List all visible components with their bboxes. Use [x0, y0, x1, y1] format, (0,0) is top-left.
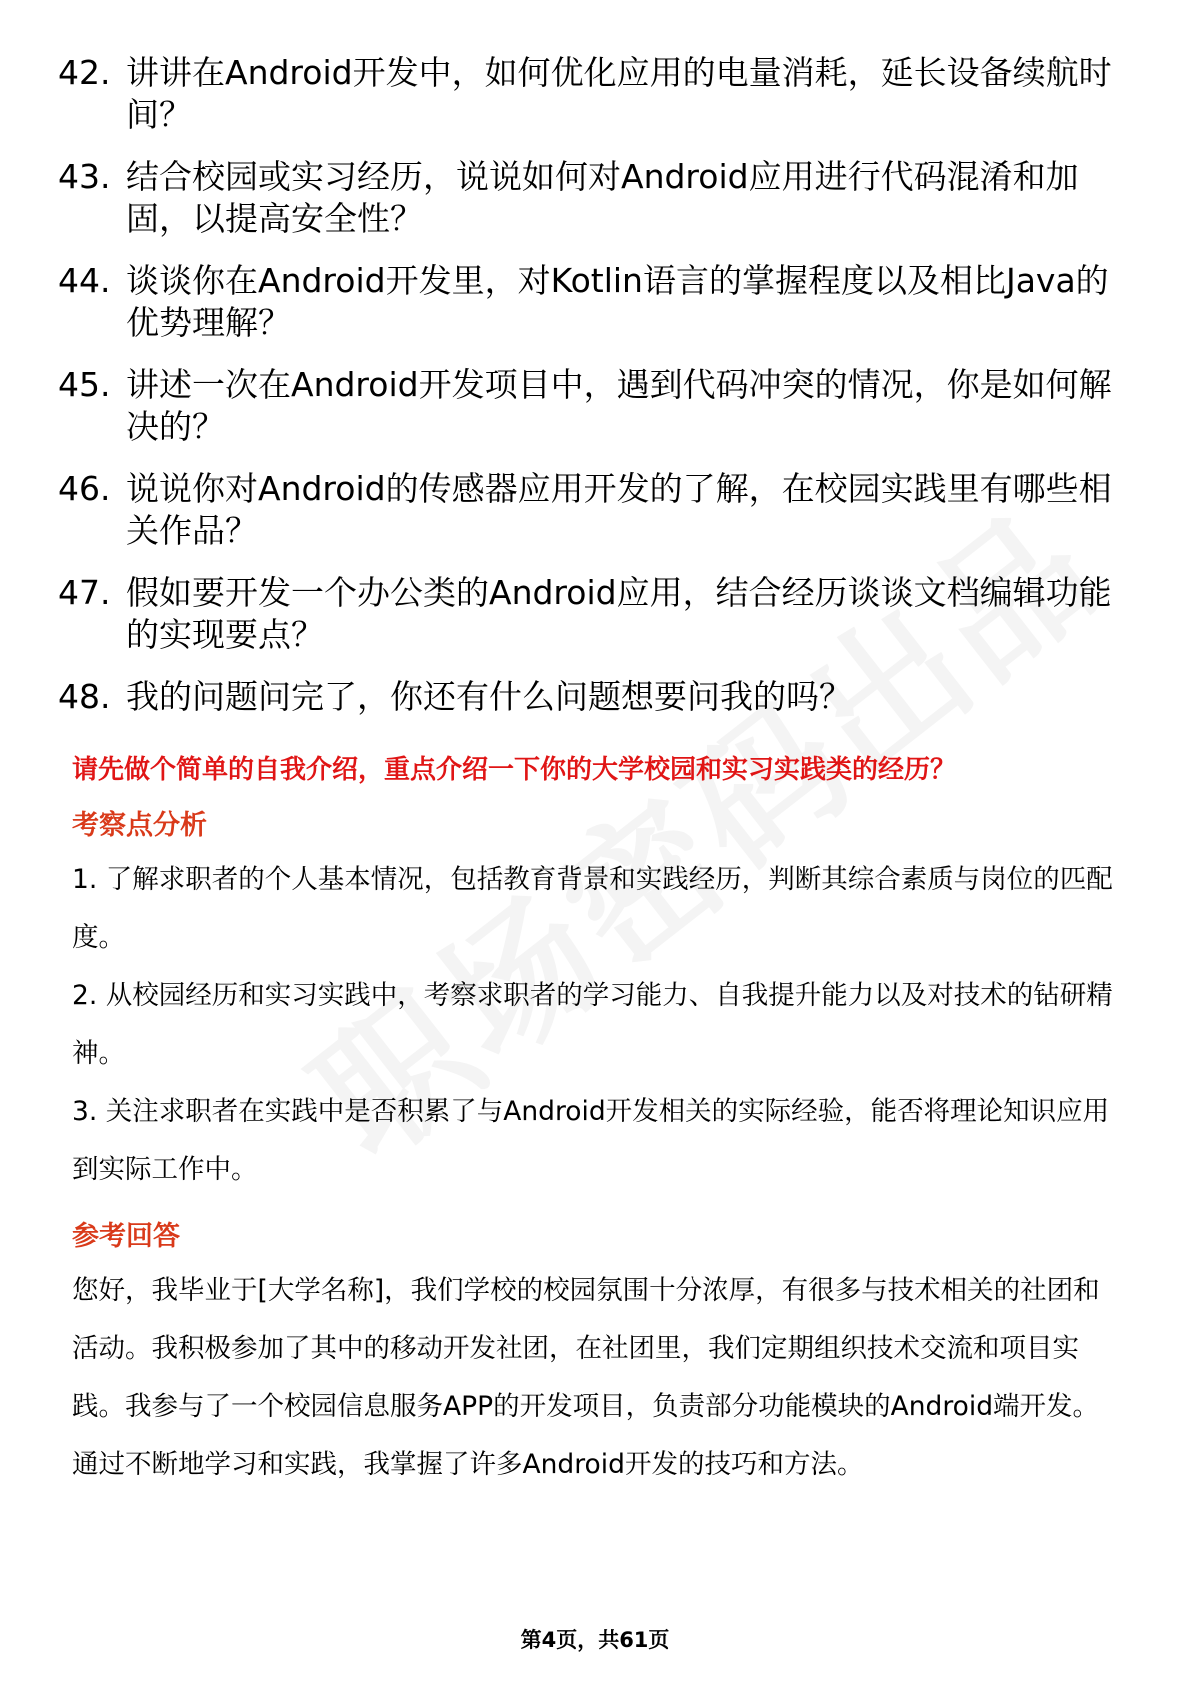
- analysis-point: 3. 关注求职者在实践中是否积累了与Android开发相关的实际经验，能否将理论知识应用到实际工作中。: [72, 1096, 1110, 1185]
- question-item: [58, 468, 1138, 552]
- question-item: [58, 364, 1138, 448]
- section-question: 请先做个简单的自我介绍，重点介绍一下你的大学校园和实习实践类的经历？: [72, 755, 957, 785]
- question-number: 46.: [58, 469, 111, 508]
- question-number: 48.: [58, 677, 111, 716]
- question-text: 讲讲在Android开发中，如何优化应用的电量消耗，延长设备续航时间？: [126, 53, 1112, 134]
- answer-heading: 参考回答: [72, 1221, 180, 1252]
- question-number: 43.: [58, 157, 111, 196]
- answer-text: 您好，我毕业于[大学名称]，我们学校的校园氛围十分浓厚，有很多与技术相关的社团和活动。我积极参加了其中的移动开发社团，在社团里，我们定期组织技术交流和项目实践。我参与了一个校园信息服务APP的开发项目，负责部分功能模块的Android端开发。通过不断地学习和实践，我掌握了许多Android开发的技巧和方法。: [72, 1275, 1100, 1480]
- question-number: 47.: [58, 573, 111, 612]
- question-text: 假如要开发一个办公类的Android应用，结合经历谈谈文档编辑功能的实现要点？: [126, 573, 1112, 654]
- question-text: 结合校园或实习经历，说说如何对Android应用进行代码混淆和加固，以提高安全性？: [126, 157, 1079, 238]
- question-item: [58, 52, 1138, 136]
- question-item: [58, 572, 1138, 656]
- question-item: [58, 156, 1138, 240]
- question-number: 44.: [58, 261, 111, 300]
- analysis-point: 1. 了解求职者的个人基本情况，包括教育背景和实践经历，判断其综合素质与岗位的匹配度。: [72, 864, 1113, 953]
- question-text: 讲述一次在Android开发项目中，遇到代码冲突的情况，你是如何解决的？: [126, 365, 1112, 446]
- question-number: 45.: [58, 365, 111, 404]
- question-text: 说说你对Android的传感器应用开发的了解，在校园实践里有哪些相关作品？: [126, 469, 1112, 550]
- question-number: 42.: [58, 53, 111, 92]
- analysis-point: 2. 从校园经历和实习实践中，考察求职者的学习能力、自我提升能力以及对技术的钻研精神。: [72, 980, 1113, 1069]
- question-text: 谈谈你在Android开发里，对Kotlin语言的掌握程度以及相比Java的优势理解？: [126, 261, 1109, 342]
- analysis-heading: 考察点分析: [72, 810, 207, 841]
- question-item: [58, 260, 1138, 344]
- page-footer: 第4页，共61页: [520, 1628, 670, 1652]
- question-list: [58, 52, 1138, 738]
- question-item: [58, 676, 1138, 718]
- question-text: 我的问题问完了，你还有什么问题想要问我的吗？: [126, 677, 852, 716]
